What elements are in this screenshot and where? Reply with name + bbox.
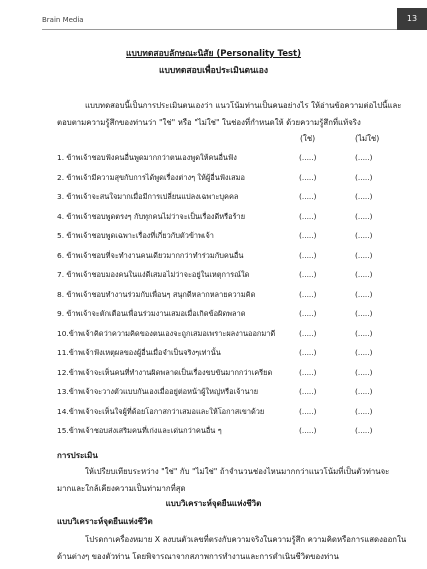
answer-no-blank[interactable]: (.....): [355, 231, 373, 240]
answer-yes-blank[interactable]: (.....): [299, 231, 317, 240]
question-text: 13.ข้าพเจ้าจะวางตัวแบบกันเองเมื่ออยู่ต่อหน้าผู้ใหญ่หรือเจ้านาย: [57, 387, 259, 396]
question-item: [57, 265, 397, 285]
question-item: [57, 363, 397, 383]
answer-yes-blank[interactable]: (.....): [299, 289, 317, 299]
document-subtitle: แบบทดสอบเพื่อประเมินตนเอง: [158, 66, 269, 76]
column-header-yes: (ใช่): [300, 134, 316, 143]
analysis-heading: แบบวิเคราะห์จุดยืนแห่งชีวิต: [57, 517, 153, 526]
question-text: 15.ข้าพเจ้าชอบส่งเสริมคนที่เก่งและเด่นกว่าคนอื่น ๆ: [57, 426, 222, 435]
intro-line: แบบทดสอบนี้เป็นการประเมินตนเองว่า แนวโน้มท่านเป็นคนอย่างไร ให้อ่านข้อความต่อไปนี้และ: [85, 101, 402, 110]
answer-yes-blank[interactable]: (.....): [299, 387, 317, 396]
analysis-line: ด้านต่างๆ ของตัวท่าน โดยพิจารณาจากสภาพการทำงานและการดำเนินชีวิตของท่าน: [57, 552, 339, 561]
document-title: แบบทดสอบลักษณะนิสัย (Personality Test): [125, 49, 302, 59]
intro-line: ตอบตามความรู้สึกของท่านว่า "ใช่" หรือ "ไม่ใช่" ในช่องที่กำหนดให้ ด้วยความรู้สึกที่แท้จริง: [57, 118, 361, 127]
answer-no-blank[interactable]: (.....): [355, 250, 373, 260]
question-item: [57, 382, 397, 402]
question-item: [57, 168, 397, 188]
answer-yes-blank[interactable]: (.....): [299, 367, 317, 377]
answer-no-blank[interactable]: (.....): [355, 153, 373, 162]
answer-no-blank[interactable]: (.....): [355, 270, 373, 279]
answer-no-blank[interactable]: (.....): [355, 211, 373, 221]
question-text: 12.ข้าพเจ้าจะเห็นคนที่ทำงานผิดพลาดเป็นเรื่องขบขันมากกว่าเครียด: [57, 367, 273, 377]
question-text: 10.ข้าพเจ้าคิดว่าความคิดของตนเองจะถูกเสมอเพราะผลงานออกมาดี: [57, 328, 276, 338]
intro-paragraph: [57, 97, 402, 131]
evaluation-line: มากและใกล้เคียงความเป็นท่ามากที่สุด: [57, 484, 186, 493]
column-header-no: (ไม่ใช่): [355, 134, 380, 143]
question-item: [57, 207, 397, 227]
answer-yes-blank[interactable]: (.....): [299, 406, 317, 416]
question-text: 2. ข้าพเจ้ามีความสุขกับการได้พูดเรื่องต่างๆ ให้ผู้อื่นฟังเสมอ: [57, 172, 245, 182]
question-item: [57, 402, 397, 422]
analysis-line: โปรดกาเครื่องหมาย X ลงบนตัวเลขที่ตรงกับความจริงในความรู้สึก ความคิดหรือการแสดงออกใน: [85, 535, 407, 544]
question-item: [57, 421, 397, 441]
answer-no-blank[interactable]: (.....): [355, 406, 373, 416]
evaluation-heading: การประเมิน: [57, 451, 98, 460]
question-item: [57, 324, 397, 344]
question-item: [57, 226, 397, 246]
answer-yes-blank[interactable]: (.....): [299, 192, 317, 201]
answer-yes-blank[interactable]: (.....): [299, 211, 317, 221]
answer-no-blank[interactable]: (.....): [355, 289, 373, 299]
answer-no-blank[interactable]: (.....): [355, 192, 373, 201]
answer-yes-blank[interactable]: (.....): [299, 172, 317, 182]
answer-no-blank[interactable]: (.....): [355, 172, 373, 182]
question-text: 14.ข้าพเจ้าจะเห็นใจผู้ที่ด้อยโอกาสกว่าเสมอและให้โอกาสเขาด้วย: [57, 406, 265, 416]
question-list: [57, 148, 397, 441]
page-number-badge: 13: [397, 8, 427, 30]
question-text: 7. ข้าพเจ้าชอบมองคนในแง่ดีเสมอไม่ว่าจะอยู่ในเหตุการณ์ใด: [57, 270, 250, 279]
question-text: 11.ข้าพเจ้าฟังเหตุผลของผู้อื่นเมื่อจำเป็นจริงๆเท่านั้น: [57, 348, 221, 357]
analysis-paragraph: [57, 531, 406, 565]
answer-no-blank[interactable]: (.....): [355, 328, 373, 338]
question-item: [57, 343, 397, 363]
question-item: [57, 187, 397, 207]
evaluation-line: ให้เปรียบเทียบระหว่าง "ใช่" กับ "ไม่ใช่" ถ้าจำนวนช่องไหนมากกว่าแนวโน้มที่เป็นตัวท่านจะ: [85, 467, 390, 476]
evaluation-paragraph: [57, 463, 389, 497]
answer-yes-blank[interactable]: (.....): [299, 426, 317, 435]
question-text: 6. ข้าพเจ้าชอบที่จะทำงานคนเดียวมากกว่าทำร่วมกับคนอื่น: [57, 250, 244, 260]
question-text: 9. ข้าพเจ้าจะตักเตือนเพื่อนร่วมงานเสมอเมื่อเกิดข้อผิดพลาด: [57, 309, 246, 318]
answer-no-blank[interactable]: (.....): [355, 367, 373, 377]
question-item: [57, 285, 397, 305]
answer-yes-blank[interactable]: (.....): [299, 348, 317, 357]
answer-yes-blank[interactable]: (.....): [299, 153, 317, 162]
header-divider: [42, 29, 397, 30]
question-text: 5. ข้าพเจ้าชอบพูดเฉพาะเรื่องที่เกี่ยวกับตัวข้าพเจ้า: [57, 231, 214, 240]
question-item: [57, 246, 397, 266]
question-text: 1. ข้าพเจ้าชอบฟังคนอื่นพูดมากกว่าตนเองพูดให้คนอื่นฟัง: [57, 153, 237, 162]
answer-no-blank[interactable]: (.....): [355, 387, 373, 396]
answer-yes-blank[interactable]: (.....): [299, 250, 317, 260]
answer-yes-blank[interactable]: (.....): [299, 309, 317, 318]
question-item: [57, 148, 397, 168]
answer-yes-blank[interactable]: (.....): [299, 328, 317, 338]
answer-yes-blank[interactable]: (.....): [299, 270, 317, 279]
question-text: 3. ข้าพเจ้าจะสนใจมากเมื่อมีการเปลี่ยนแปลงเฉพาะบุคคล: [57, 192, 239, 201]
answer-no-blank[interactable]: (.....): [355, 426, 373, 435]
question-item: [57, 304, 397, 324]
question-text: 8. ข้าพเจ้าชอบทำงานร่วมกับเพื่อนๆ สนุกดีหลากหลายความคิด: [57, 289, 256, 299]
answer-no-blank[interactable]: (.....): [355, 309, 373, 318]
answer-no-blank[interactable]: (.....): [355, 348, 373, 357]
analysis-section-title: แบบวิเคราะห์จุดยืนแห่งชีวิต: [165, 499, 262, 508]
question-text: 4. ข้าพเจ้าชอบพูดตรงๆ กับทุกคนไม่ว่าจะเป็นเรื่องดีหรือร้าย: [57, 211, 246, 221]
publisher-name: Brain Media: [42, 16, 84, 24]
